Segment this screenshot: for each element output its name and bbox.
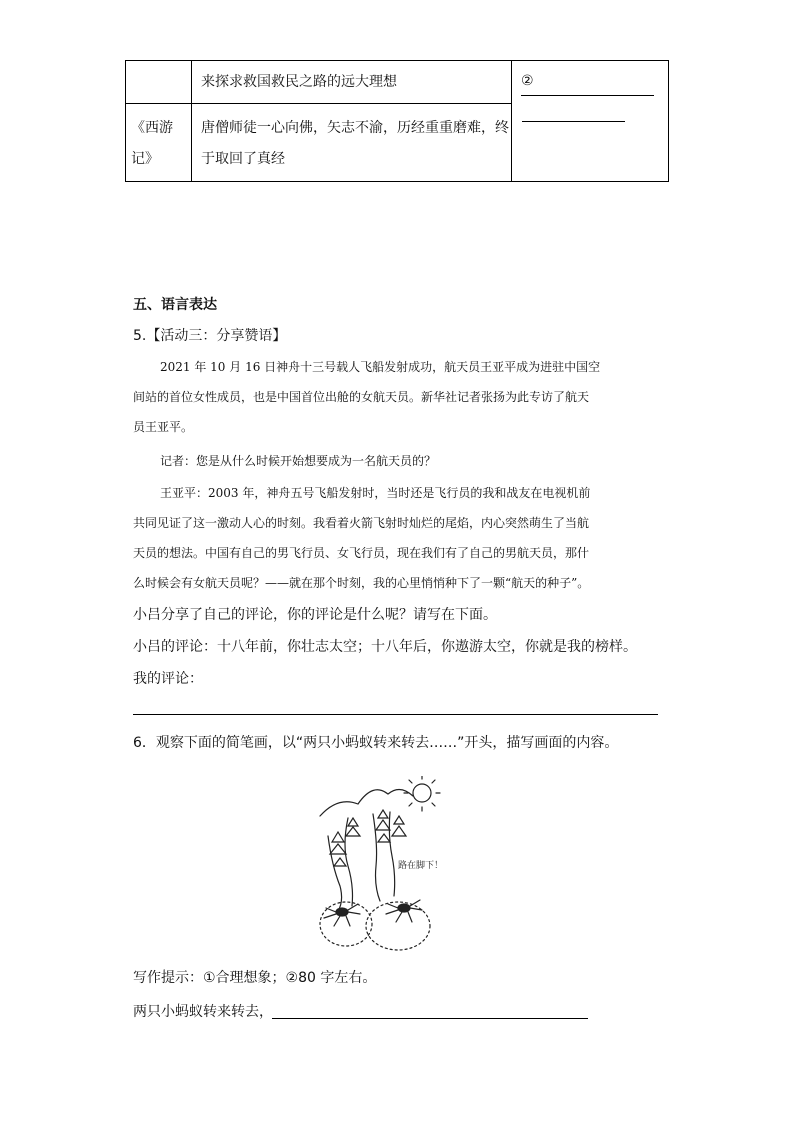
example-comment: 小吕的评论：十八年前，你壮志太空；十八年后，你遨游太空，你就是我的榜样。 [133, 639, 637, 655]
comment-answer-line[interactable] [133, 714, 658, 715]
book-table [125, 60, 669, 182]
writing-start: 两只小蚂蚁转来转去， [133, 1004, 273, 1020]
table-cell-answer [521, 67, 654, 96]
writing-answer-line[interactable] [272, 1018, 588, 1019]
passage-line: 共同见证了这一激动人心的时刻。我看着火箭飞射时灿烂的尾焰，内心突然萌生了当航 [133, 516, 590, 530]
my-comment-label: 我的评论： [133, 671, 203, 687]
answer-blank-line[interactable] [522, 121, 625, 122]
table-cell-description: 唐僧师徒一心向佛，矢志不渝，历经重重磨难，终 于取回了真经 [201, 120, 509, 167]
table-cell: 来探求救国救民之路的远大理想 [201, 74, 397, 90]
prompt-text: 小吕分享了自己的评论，你的评论是什么呢？请写在下面。 [133, 607, 497, 623]
writing-tips: 写作提示：①合理想象；②80 字左右。 [133, 970, 377, 986]
passage-line: 王亚平：2003 年，神舟五号飞船发射时，当时还是飞行员的我和战友在电视机前 [160, 486, 591, 500]
table-divider [511, 61, 512, 181]
question-6: 6．观察下面的简笔画，以“两只小蚂蚁转来转去……”开头，描写画面的内容。 [133, 735, 619, 751]
drawing-caption: 路在脚下！ [398, 861, 444, 871]
passage-line: 员王亚平。 [133, 420, 194, 434]
passage-line: 2021 年 10 月 16 日神舟十三号载人飞船发射成功，航天员王亚平成为进驻中国空 [160, 360, 601, 374]
table-cell-book-title: 《西游 记》 [131, 120, 173, 167]
table-divider [126, 103, 511, 104]
passage-line: 间站的首位女性成员，也是中国首位出舱的女航天员。新华社记者张扬为此专访了航天 [133, 390, 590, 404]
passage-line: 记者：您是从什么时候开始想要成为一名航天员的？ [160, 454, 437, 468]
passage-line: 么时候会有女航天员呢？——就在那个时刻，我的心里悄悄种下了一颗“航天的种子”。 [133, 576, 590, 590]
answer-blank[interactable]: ② [521, 67, 654, 96]
question-title: 5.【活动三：分享赞语】 [133, 328, 287, 344]
section-heading: 五、语言表达 [133, 297, 217, 313]
ant-sketch-drawing [318, 776, 448, 952]
passage-line: 天员的想法。中国有自己的男飞行员、女飞行员，现在我们有了自己的男航天员，那什 [133, 546, 590, 560]
table-divider [191, 61, 192, 181]
